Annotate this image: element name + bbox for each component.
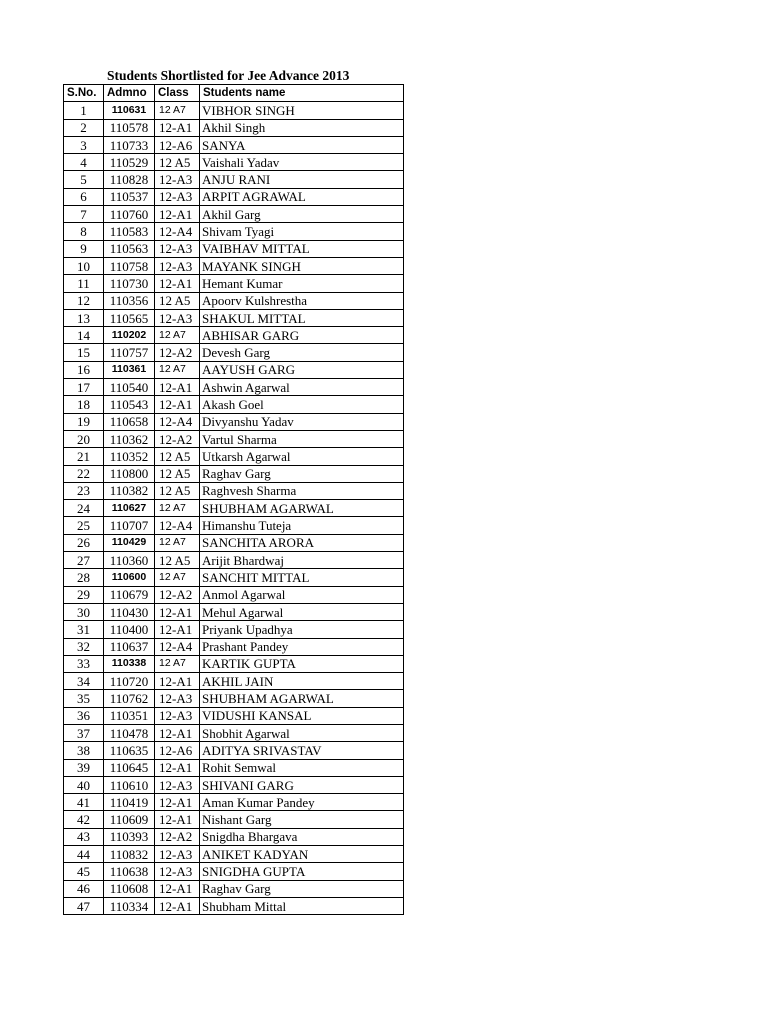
sno-cell: 25 xyxy=(64,517,104,534)
student-name-cell: Nishant Garg xyxy=(200,811,404,828)
sno-cell: 13 xyxy=(64,309,104,326)
table-row xyxy=(64,465,404,482)
admno-cell: 110382 xyxy=(104,482,155,499)
table-row xyxy=(64,240,404,257)
sno-cell: 3 xyxy=(64,136,104,153)
table-row xyxy=(64,846,404,863)
student-name-cell: SHAKUL MITTAL xyxy=(200,309,404,326)
table-row xyxy=(64,379,404,396)
admno-cell: 110565 xyxy=(104,309,155,326)
admno-cell: 110429 xyxy=(104,534,155,551)
student-name-cell: AKHIL JAIN xyxy=(200,673,404,690)
class-cell: 12 A5 xyxy=(155,154,200,171)
student-name-cell: Ashwin Agarwal xyxy=(200,379,404,396)
admno-cell: 110757 xyxy=(104,344,155,361)
student-name-cell: SANCHIT MITTAL xyxy=(200,569,404,586)
sno-cell: 40 xyxy=(64,776,104,793)
student-name-cell: Raghvesh Sharma xyxy=(200,482,404,499)
admno-cell: 110360 xyxy=(104,552,155,569)
class-cell: 12 A5 xyxy=(155,292,200,309)
table-row xyxy=(64,119,404,136)
class-cell: 12 A7 xyxy=(155,361,200,378)
sno-cell: 30 xyxy=(64,603,104,620)
sno-cell: 14 xyxy=(64,327,104,344)
sno-cell: 45 xyxy=(64,863,104,880)
student-name-cell: SANYA xyxy=(200,136,404,153)
admno-cell: 110352 xyxy=(104,448,155,465)
sno-cell: 29 xyxy=(64,586,104,603)
student-name-cell: VIBHOR SINGH xyxy=(200,102,404,119)
table-row xyxy=(64,655,404,672)
table-row xyxy=(64,396,404,413)
sno-cell: 7 xyxy=(64,206,104,223)
class-cell: 12 A7 xyxy=(155,534,200,551)
admno-cell: 110832 xyxy=(104,846,155,863)
sno-cell: 35 xyxy=(64,690,104,707)
sno-cell: 39 xyxy=(64,759,104,776)
students-table xyxy=(63,84,404,915)
table-header-row xyxy=(64,85,404,102)
table-row xyxy=(64,482,404,499)
sno-cell: 2 xyxy=(64,119,104,136)
sno-cell: 33 xyxy=(64,655,104,672)
table-row xyxy=(64,275,404,292)
sno-cell: 28 xyxy=(64,569,104,586)
class-cell: 12-A1 xyxy=(155,396,200,413)
sno-cell: 36 xyxy=(64,707,104,724)
sno-cell: 47 xyxy=(64,897,104,914)
admno-cell: 110635 xyxy=(104,742,155,759)
table-row xyxy=(64,361,404,378)
admno-cell: 110760 xyxy=(104,206,155,223)
admno-cell: 110202 xyxy=(104,327,155,344)
admno-cell: 110707 xyxy=(104,517,155,534)
table-row xyxy=(64,292,404,309)
admno-cell: 110609 xyxy=(104,811,155,828)
table-row xyxy=(64,638,404,655)
table-row xyxy=(64,724,404,741)
admno-cell: 110419 xyxy=(104,794,155,811)
student-name-cell: Snigdha Bhargava xyxy=(200,828,404,845)
sno-cell: 23 xyxy=(64,482,104,499)
table-row xyxy=(64,759,404,776)
sno-cell: 16 xyxy=(64,361,104,378)
admno-cell: 110758 xyxy=(104,257,155,274)
sno-cell: 15 xyxy=(64,344,104,361)
class-cell: 12-A1 xyxy=(155,673,200,690)
class-cell: 12 A5 xyxy=(155,552,200,569)
admno-cell: 110543 xyxy=(104,396,155,413)
table-row xyxy=(64,603,404,620)
sno-cell: 11 xyxy=(64,275,104,292)
class-cell: 12 A7 xyxy=(155,500,200,517)
sno-cell: 10 xyxy=(64,257,104,274)
class-cell: 12-A3 xyxy=(155,257,200,274)
table-row xyxy=(64,327,404,344)
table-row xyxy=(64,171,404,188)
header-admno: Admno xyxy=(104,85,155,102)
class-cell: 12 A5 xyxy=(155,465,200,482)
admno-cell: 110393 xyxy=(104,828,155,845)
admno-cell: 110828 xyxy=(104,171,155,188)
student-name-cell: SHUBHAM AGARWAL xyxy=(200,500,404,517)
student-name-cell: Hemant Kumar xyxy=(200,275,404,292)
class-cell: 12-A3 xyxy=(155,171,200,188)
class-cell: 12 A7 xyxy=(155,569,200,586)
table-row xyxy=(64,154,404,171)
class-cell: 12 A7 xyxy=(155,655,200,672)
admno-cell: 110338 xyxy=(104,655,155,672)
table-row xyxy=(64,500,404,517)
class-cell: 12-A2 xyxy=(155,586,200,603)
sno-cell: 12 xyxy=(64,292,104,309)
student-name-cell: ANJU RANI xyxy=(200,171,404,188)
admno-cell: 110638 xyxy=(104,863,155,880)
class-cell: 12-A3 xyxy=(155,690,200,707)
sno-cell: 21 xyxy=(64,448,104,465)
student-name-cell: ARPIT AGRAWAL xyxy=(200,188,404,205)
table-row xyxy=(64,309,404,326)
student-name-cell: ADITYA SRIVASTAV xyxy=(200,742,404,759)
table-row xyxy=(64,223,404,240)
student-name-cell: Raghav Garg xyxy=(200,880,404,897)
admno-cell: 110637 xyxy=(104,638,155,655)
table-row xyxy=(64,413,404,430)
admno-cell: 110563 xyxy=(104,240,155,257)
document-title: Students Shortlisted for Jee Advance 2013 xyxy=(107,68,350,83)
admno-cell: 110540 xyxy=(104,379,155,396)
class-cell: 12-A2 xyxy=(155,344,200,361)
class-cell: 12 A5 xyxy=(155,482,200,499)
class-cell: 12-A3 xyxy=(155,846,200,863)
student-name-cell: Shobhit Agarwal xyxy=(200,724,404,741)
class-cell: 12-A1 xyxy=(155,880,200,897)
student-name-cell: Aman Kumar Pandey xyxy=(200,794,404,811)
student-name-cell: VAIBHAV MITTAL xyxy=(200,240,404,257)
student-name-cell: ANIKET KADYAN xyxy=(200,846,404,863)
admno-cell: 110733 xyxy=(104,136,155,153)
class-cell: 12 A7 xyxy=(155,102,200,119)
sno-cell: 42 xyxy=(64,811,104,828)
class-cell: 12-A3 xyxy=(155,240,200,257)
sno-cell: 32 xyxy=(64,638,104,655)
table-row xyxy=(64,344,404,361)
table-row xyxy=(64,742,404,759)
student-name-cell: Divyanshu Yadav xyxy=(200,413,404,430)
class-cell: 12-A1 xyxy=(155,603,200,620)
student-name-cell: Arijit Bhardwaj xyxy=(200,552,404,569)
shortlist-sheet xyxy=(63,67,403,915)
student-name-cell: SHIVANI GARG xyxy=(200,776,404,793)
admno-cell: 110610 xyxy=(104,776,155,793)
class-cell: 12-A1 xyxy=(155,811,200,828)
admno-cell: 110800 xyxy=(104,465,155,482)
table-row xyxy=(64,880,404,897)
class-cell: 12-A1 xyxy=(155,724,200,741)
class-cell: 12-A1 xyxy=(155,621,200,638)
table-row xyxy=(64,552,404,569)
admno-cell: 110356 xyxy=(104,292,155,309)
class-cell: 12-A4 xyxy=(155,638,200,655)
sno-cell: 26 xyxy=(64,534,104,551)
table-row xyxy=(64,828,404,845)
sno-cell: 31 xyxy=(64,621,104,638)
class-cell: 12-A4 xyxy=(155,413,200,430)
table-row xyxy=(64,206,404,223)
admno-cell: 110430 xyxy=(104,603,155,620)
student-name-cell: Akhil Singh xyxy=(200,119,404,136)
class-cell: 12-A2 xyxy=(155,430,200,447)
table-row xyxy=(64,188,404,205)
admno-cell: 110537 xyxy=(104,188,155,205)
student-name-cell: Himanshu Tuteja xyxy=(200,517,404,534)
sno-cell: 44 xyxy=(64,846,104,863)
table-row xyxy=(64,257,404,274)
student-name-cell: ABHISAR GARG xyxy=(200,327,404,344)
student-name-cell: Shivam Tyagi xyxy=(200,223,404,240)
class-cell: 12 A7 xyxy=(155,327,200,344)
admno-cell: 110608 xyxy=(104,880,155,897)
admno-cell: 110631 xyxy=(104,102,155,119)
header-sno: S.No. xyxy=(64,85,104,102)
admno-cell: 110658 xyxy=(104,413,155,430)
admno-cell: 110600 xyxy=(104,569,155,586)
table-row xyxy=(64,707,404,724)
student-name-cell: Prashant Pandey xyxy=(200,638,404,655)
class-cell: 12-A4 xyxy=(155,517,200,534)
sno-cell: 43 xyxy=(64,828,104,845)
sno-cell: 22 xyxy=(64,465,104,482)
table-row xyxy=(64,863,404,880)
student-name-cell: Akash Goel xyxy=(200,396,404,413)
admno-cell: 110334 xyxy=(104,897,155,914)
admno-cell: 110762 xyxy=(104,690,155,707)
student-name-cell: Rohit Semwal xyxy=(200,759,404,776)
sno-cell: 20 xyxy=(64,430,104,447)
student-name-cell: Akhil Garg xyxy=(200,206,404,223)
sno-cell: 24 xyxy=(64,500,104,517)
table-row xyxy=(64,569,404,586)
class-cell: 12-A1 xyxy=(155,794,200,811)
sno-cell: 41 xyxy=(64,794,104,811)
admno-cell: 110400 xyxy=(104,621,155,638)
sno-cell: 8 xyxy=(64,223,104,240)
table-row xyxy=(64,534,404,551)
student-name-cell: Priyank Upadhya xyxy=(200,621,404,638)
table-body xyxy=(64,102,404,915)
table-row xyxy=(64,586,404,603)
table-row xyxy=(64,673,404,690)
class-cell: 12-A1 xyxy=(155,759,200,776)
table-row xyxy=(64,430,404,447)
student-name-cell: Raghav Garg xyxy=(200,465,404,482)
table-row xyxy=(64,794,404,811)
student-name-cell: SNIGDHA GUPTA xyxy=(200,863,404,880)
student-name-cell: Apoorv Kulshrestha xyxy=(200,292,404,309)
table-row xyxy=(64,811,404,828)
table-row xyxy=(64,621,404,638)
sno-cell: 6 xyxy=(64,188,104,205)
table-row xyxy=(64,136,404,153)
admno-cell: 110679 xyxy=(104,586,155,603)
class-cell: 12-A3 xyxy=(155,188,200,205)
sno-cell: 38 xyxy=(64,742,104,759)
table-row xyxy=(64,102,404,119)
student-name-cell: KARTIK GUPTA xyxy=(200,655,404,672)
admno-cell: 110645 xyxy=(104,759,155,776)
table-row xyxy=(64,690,404,707)
admno-cell: 110730 xyxy=(104,275,155,292)
class-cell: 12-A1 xyxy=(155,206,200,223)
class-cell: 12-A4 xyxy=(155,223,200,240)
table-row xyxy=(64,897,404,914)
student-name-cell: Vartul Sharma xyxy=(200,430,404,447)
sno-cell: 1 xyxy=(64,102,104,119)
class-cell: 12-A3 xyxy=(155,309,200,326)
admno-cell: 110351 xyxy=(104,707,155,724)
sno-cell: 34 xyxy=(64,673,104,690)
class-cell: 12-A1 xyxy=(155,275,200,292)
admno-cell: 110478 xyxy=(104,724,155,741)
student-name-cell: Utkarsh Agarwal xyxy=(200,448,404,465)
class-cell: 12-A3 xyxy=(155,863,200,880)
student-name-cell: Shubham Mittal xyxy=(200,897,404,914)
student-name-cell: Mehul Agarwal xyxy=(200,603,404,620)
student-name-cell: Devesh Garg xyxy=(200,344,404,361)
sno-cell: 37 xyxy=(64,724,104,741)
student-name-cell: Anmol Agarwal xyxy=(200,586,404,603)
admno-cell: 110583 xyxy=(104,223,155,240)
class-cell: 12-A6 xyxy=(155,742,200,759)
sno-cell: 18 xyxy=(64,396,104,413)
sno-cell: 27 xyxy=(64,552,104,569)
admno-cell: 110578 xyxy=(104,119,155,136)
student-name-cell: VIDUSHI KANSAL xyxy=(200,707,404,724)
student-name-cell: SHUBHAM AGARWAL xyxy=(200,690,404,707)
admno-cell: 110627 xyxy=(104,500,155,517)
sno-cell: 5 xyxy=(64,171,104,188)
header-class: Class xyxy=(155,85,200,102)
sno-cell: 4 xyxy=(64,154,104,171)
table-row xyxy=(64,448,404,465)
class-cell: 12-A3 xyxy=(155,776,200,793)
admno-cell: 110720 xyxy=(104,673,155,690)
class-cell: 12-A3 xyxy=(155,707,200,724)
class-cell: 12-A1 xyxy=(155,119,200,136)
sno-cell: 9 xyxy=(64,240,104,257)
class-cell: 12-A6 xyxy=(155,136,200,153)
student-name-cell: AAYUSH GARG xyxy=(200,361,404,378)
table-row xyxy=(64,517,404,534)
student-name-cell: MAYANK SINGH xyxy=(200,257,404,274)
admno-cell: 110362 xyxy=(104,430,155,447)
sno-cell: 46 xyxy=(64,880,104,897)
admno-cell: 110529 xyxy=(104,154,155,171)
class-cell: 12 A5 xyxy=(155,448,200,465)
sno-cell: 19 xyxy=(64,413,104,430)
admno-cell: 110361 xyxy=(104,361,155,378)
sno-cell: 17 xyxy=(64,379,104,396)
class-cell: 12-A1 xyxy=(155,897,200,914)
student-name-cell: SANCHITA ARORA xyxy=(200,534,404,551)
student-name-cell: Vaishali Yadav xyxy=(200,154,404,171)
class-cell: 12-A2 xyxy=(155,828,200,845)
table-row xyxy=(64,776,404,793)
class-cell: 12-A1 xyxy=(155,379,200,396)
header-students-name: Students name xyxy=(200,85,404,102)
